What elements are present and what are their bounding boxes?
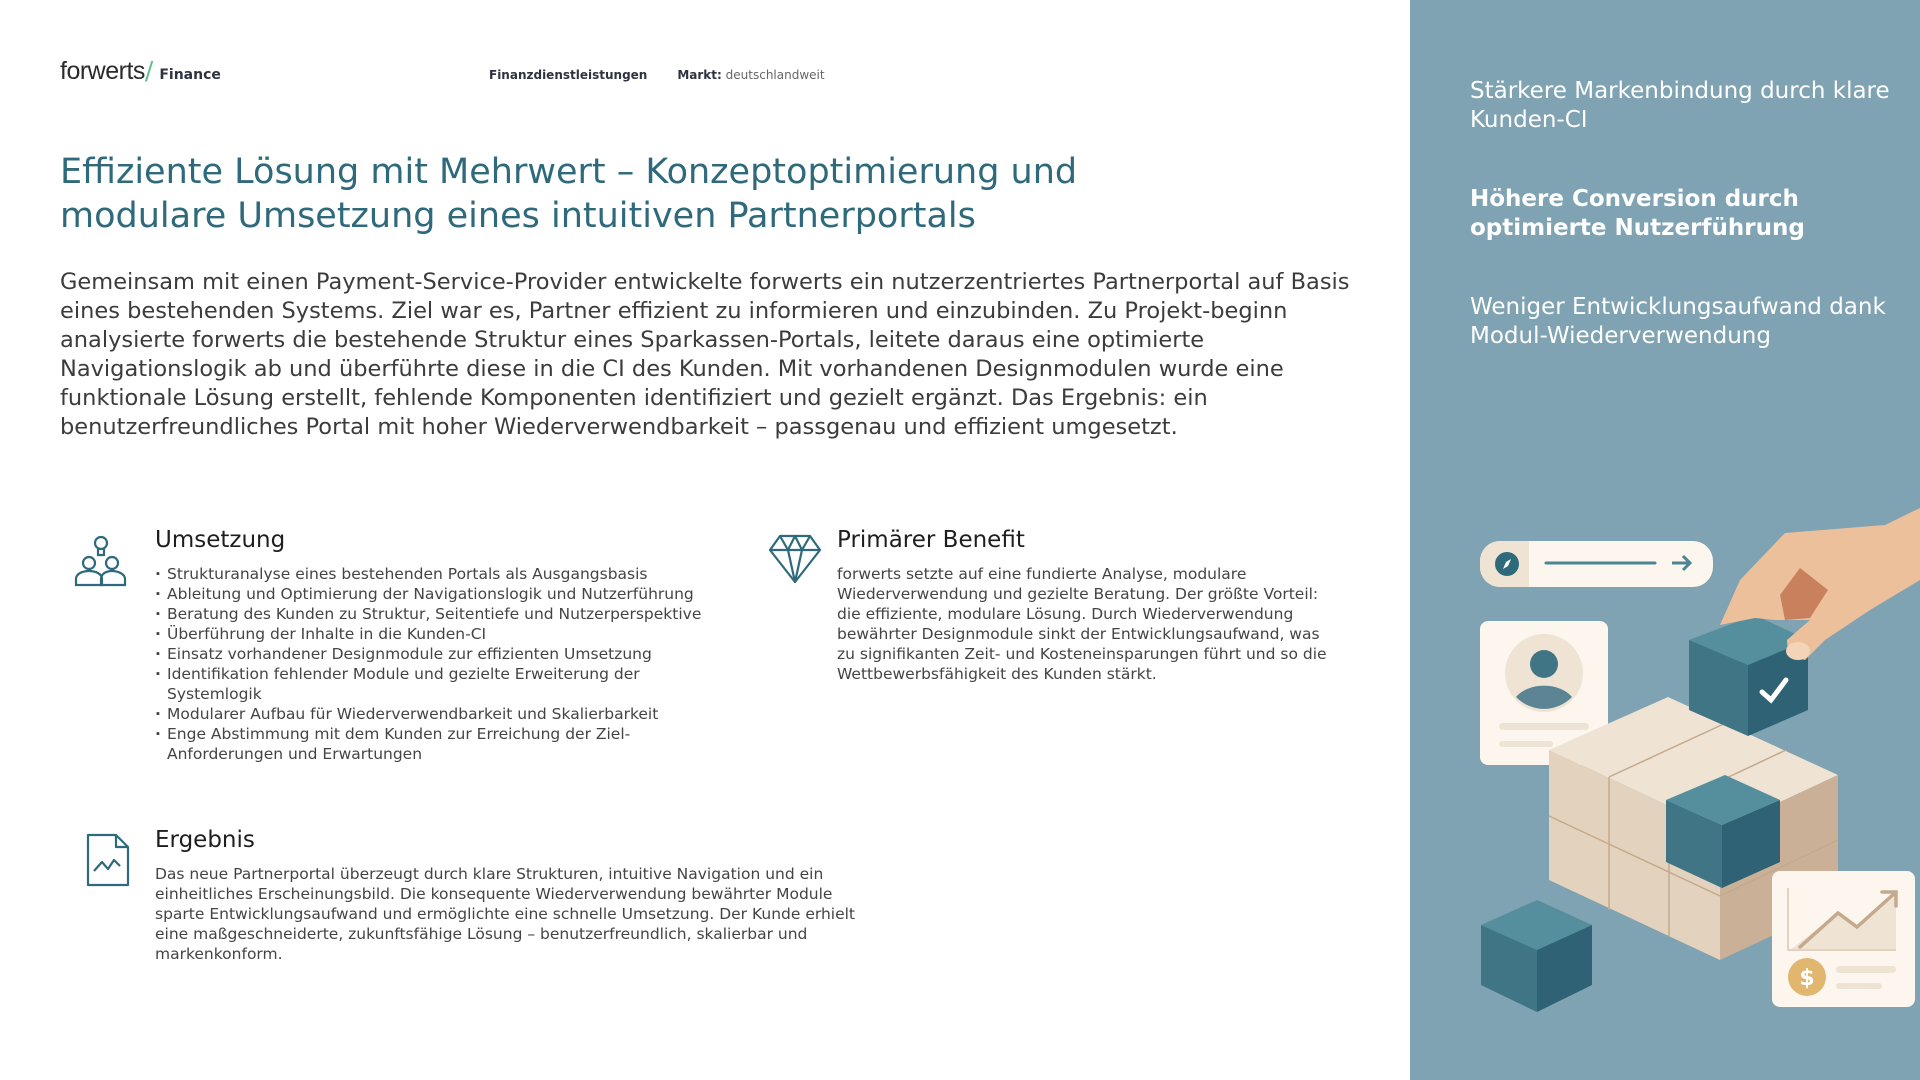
claim-conversion: Höhere Conversion durch optimierte Nutzerführung (1470, 186, 1805, 241)
list-item: · Ableitung und Optimierung der Navigationslogik und Nutzerführung (155, 584, 735, 604)
modular-blocks-illustration (1410, 500, 1920, 1080)
page-title: Effiziente Lösung mit Mehrwert – Konzeptoptimierung und modulare Umsetzung eines intuitiven Partnerportals (60, 152, 1078, 236)
benefits-panel (1410, 0, 1920, 1080)
list-item: · Überführung der Inhalte in die Kunden-CI (155, 624, 735, 644)
section-benefit (837, 527, 1327, 684)
logo-slash: / (144, 56, 154, 85)
project-meta (489, 68, 825, 82)
navigation-bar-illustration (1480, 541, 1713, 587)
section-umsetzung (155, 527, 735, 764)
intro-text: Gemeinsam mit einen Payment-Service-Provider entwickelte forwerts ein nutzerzentriertes Partnerportal auf Basis eines bestehenden Systems. Ziel war es, Partner effizient zu informieren und einzubinden. Zu Projekt-beginn analysierte forwerts die bestehende Struktur eines Sparkassen-Portals, leitete daraus eine optimierte Navigationslogik ab und überführte diese in die CI des Kunden. Mit vorhandenen Designmodulen wurde eine funktionale Lösung erstellt, fehlende Komponenten identifiziert und gezielt ergänzt. Das Ergebnis: ein benutzerfreundliches Portal mit hoher Wiederverwendbarkeit – passgenau und effizient umgesetzt. (60, 269, 1350, 440)
teal-cube-small (1481, 900, 1592, 1012)
market (677, 68, 824, 82)
section-heading: Ergebnis (155, 827, 255, 853)
svg-text:$: $ (1799, 966, 1815, 991)
market-label: Markt: (677, 68, 722, 82)
teal-cube-check (1689, 615, 1808, 736)
section-heading: Umsetzung (155, 527, 286, 553)
section-heading: Primärer Benefit (837, 527, 1025, 553)
list-item: · Modularer Aufbau für Wiederverwendbarkeit und Skalierbarkeit (155, 704, 735, 724)
diamond-icon (768, 533, 822, 585)
list-item: · Strukturanalyse eines bestehenden Portals als Ausgangsbasis (155, 564, 735, 584)
document-chart-icon (86, 833, 130, 887)
logo (60, 56, 221, 86)
industry: Finanzdienstleistungen (489, 68, 648, 82)
claim-effort: Weniger Entwicklungsaufwand dank Modul-Wiederverwendung (1470, 294, 1886, 349)
benefit-text: forwerts setzte auf eine fundierte Analyse, modulare Wiederverwendung und gezielte Beratung. Der größte Vorteil: die effiziente, modulare Lösung. Durch Wiederverwendung bewährter Designmodule sinkt der Entwicklungsaufwand, was zu signifikanten Zeit- und Kosteneinsparungen führt und so die Wettbewerbsfähigkeit des Kunden stärkt. (837, 565, 1327, 683)
list-item: · Enge Abstimmung mit dem Kunden zur Erreichung der Ziel-Anforderungen und Erwartungen (155, 724, 735, 764)
list-item: · Identifikation fehlender Module und gezielte Erweiterung der Systemlogik (155, 664, 735, 704)
logo-suffix: Finance (159, 67, 221, 83)
umsetzung-list (155, 564, 735, 764)
section-ergebnis (155, 827, 875, 964)
ergebnis-text: Das neue Partnerportal überzeugt durch klare Strukturen, intuitive Navigation und ein einheitliches Erscheinungsbild. Die konsequente Wiederverwendung bewährter Module sparte Entwicklungsaufwand und ermöglichte eine schnelle Umsetzung. Der Kunde erhielt eine maßgeschneiderte, zukunftsfähige Lösung – benutzerfreundlich, skalierbar und markenkonform. (155, 865, 856, 963)
list-item: · Beratung des Kunden zu Struktur, Seitentiefe und Nutzerperspektive (155, 604, 735, 624)
list-item: · Einsatz vorhandener Designmodule zur effizienten Umsetzung (155, 644, 735, 664)
finance-chart-card (1772, 871, 1915, 1007)
team-idea-icon (74, 535, 128, 587)
market-value: deutschlandweit (725, 68, 825, 82)
claim-brand: Stärkere Markenbindung durch klare Kunden-CI (1470, 78, 1890, 133)
logo-brand: forwerts (60, 57, 145, 85)
